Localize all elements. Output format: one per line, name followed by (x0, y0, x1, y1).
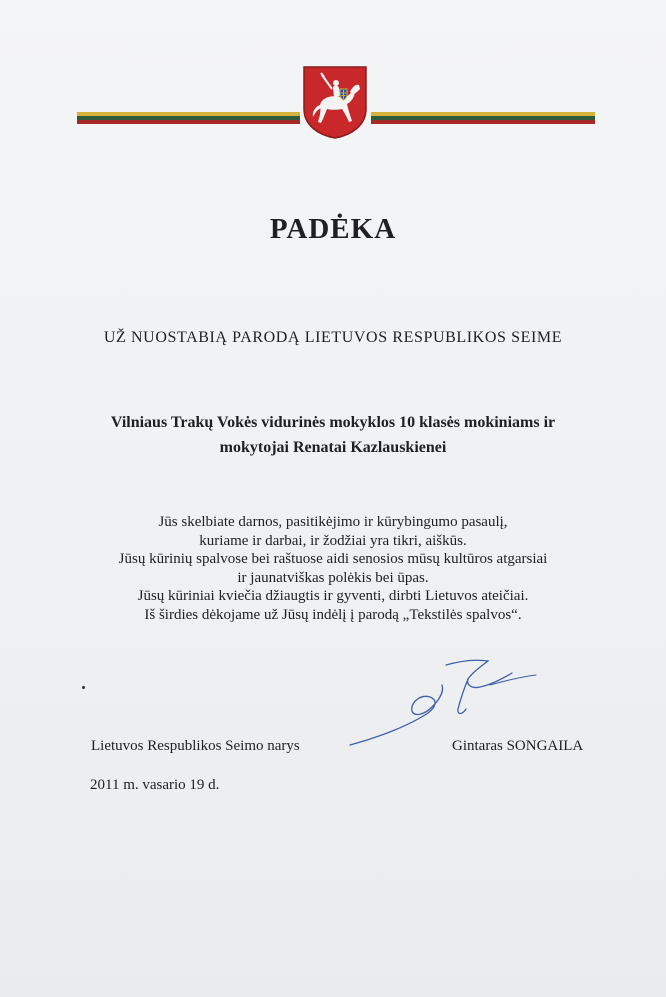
flag-stripe-left (77, 112, 300, 124)
recipients-line: Vilniaus Trakų Vokės vidurinės mokyklos 10 klasės mokiniams ir (110, 414, 556, 431)
document-title: PADĖKA (269, 213, 397, 245)
signer-role: Lietuvos Respublikos Seimo narys (91, 738, 300, 754)
body-line: Jūsų kūrinių spalvose bei raštuose aidi senosios mūsų kultūros atgarsiai (118, 551, 548, 567)
ink-speck (82, 686, 85, 689)
document-subtitle: UŽ NUOSTABIĄ PARODĄ LIETUVOS RESPUBLIKOS SEIME (103, 329, 563, 346)
body-line: ir jaunatviškas polėkis bei ūpas. (237, 569, 429, 586)
flag-stripe-right (371, 112, 595, 124)
body-line: Jūsų kūriniai kviečia džiaugtis ir gyventi, dirbti Lietuvos ateičiai. (137, 588, 529, 604)
body-paragraph (60, 513, 606, 624)
vytis-coat-of-arms-icon (302, 65, 368, 140)
body-line: Iš širdies dėkojame už Jūsų indėlį į parodą „Tekstilės spalvos“. (144, 606, 522, 623)
signer-name: Gintaras SONGAILA (452, 738, 584, 754)
body-line: Jūs skelbiate darnos, pasitikėjimo ir kūrybingumo pasaulį, (158, 514, 508, 530)
recipients-line: mokytojai Renatai Kazlauskienei (219, 439, 447, 456)
document-date: 2011 m. vasario 19 d. (90, 777, 220, 793)
body-line: kuriame ir darbai, ir žodžiai yra tikri, aiškūs. (199, 532, 467, 549)
recipients-block (60, 410, 606, 460)
